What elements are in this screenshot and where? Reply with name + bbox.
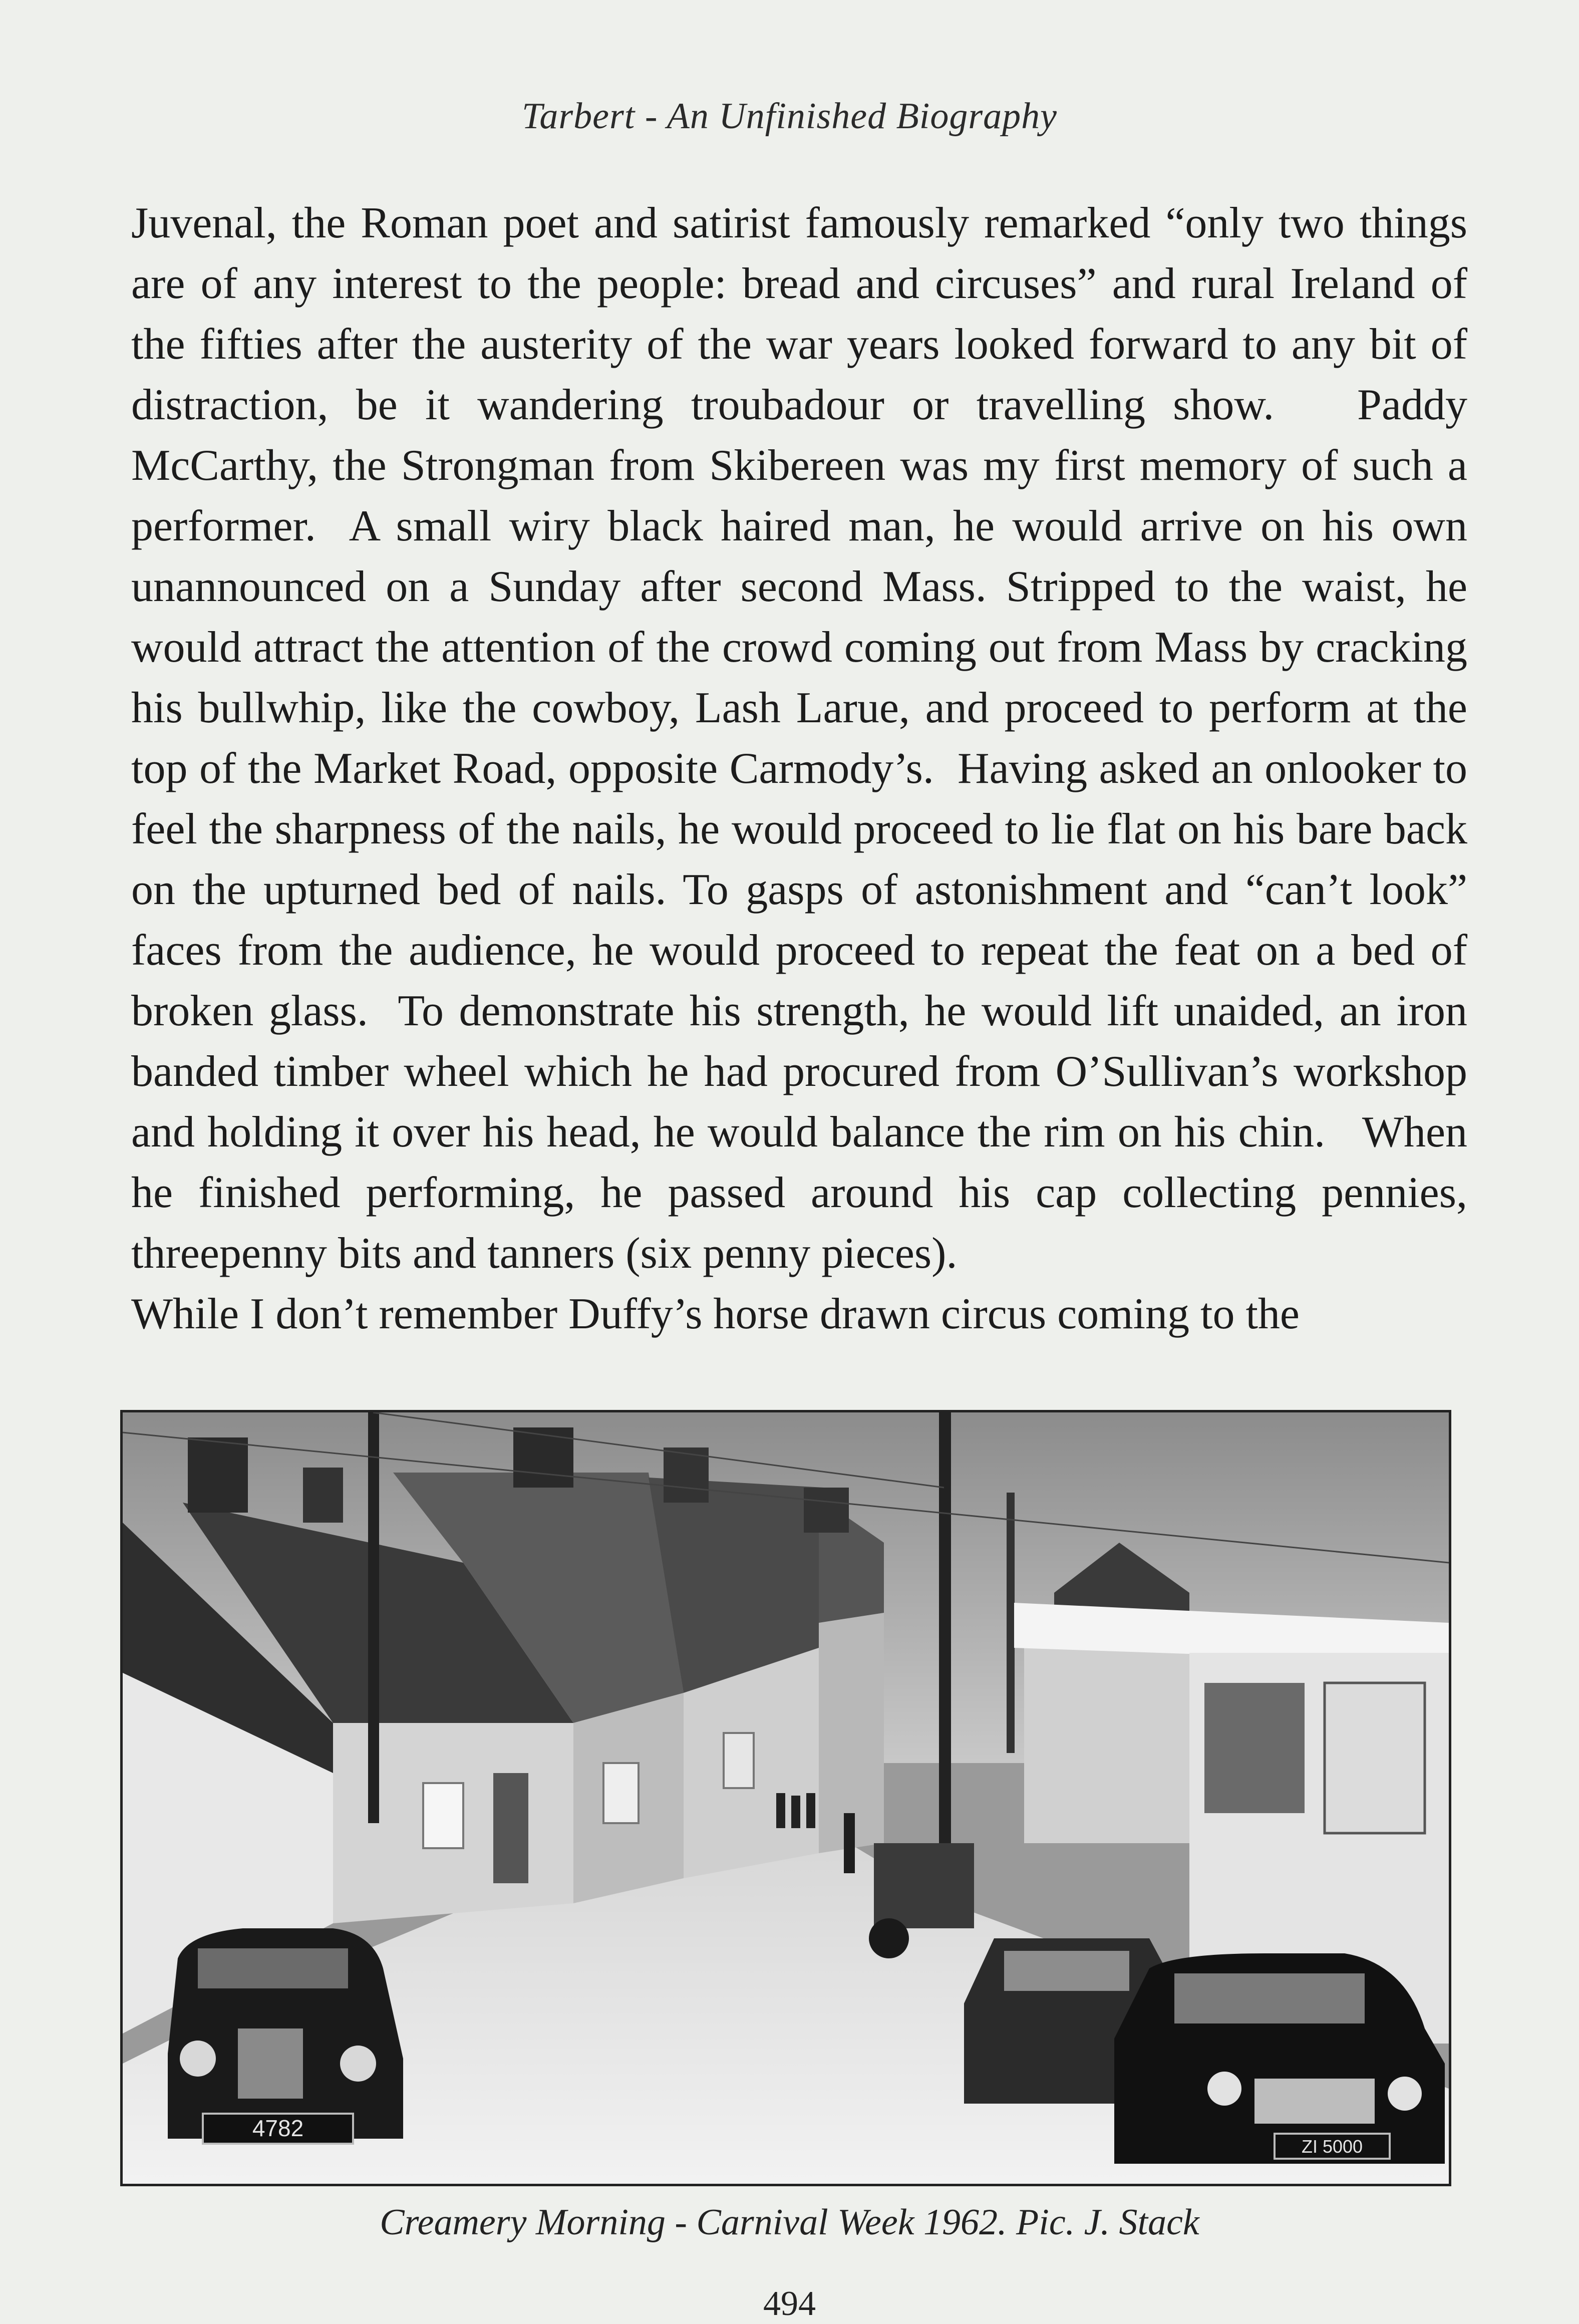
chimney [804,1488,849,1533]
paragraph: While I don’t remember Duffy’s horse drawn circus coming to the [131,1290,1300,1338]
street-scene-illustration [123,1412,1449,2184]
headlight [340,2046,376,2082]
body-text [131,193,1467,1344]
cart-wheel [869,1918,909,1958]
door [493,1773,528,1883]
car-grille [1254,2079,1375,2124]
car-windscreen [1174,1973,1365,2023]
street-photograph [120,1410,1451,2186]
house-wall [1024,1633,1189,1843]
headlight [1388,2077,1422,2111]
chimney [303,1468,343,1523]
utility-pole [939,1412,951,1843]
car-windscreen [198,1948,348,1988]
page-number: 494 [763,2284,816,2323]
headlight [1207,2072,1241,2106]
window [724,1733,754,1788]
headlight [180,2041,216,2077]
photo-caption: Creamery Morning - Carnival Week 1962. Pic. J. Stack [380,2202,1199,2243]
pedestrian [776,1793,785,1828]
shop-window [1325,1683,1425,1833]
shop-window [1204,1683,1305,1813]
window [603,1763,639,1823]
utility-pole [368,1412,379,1823]
chimney [513,1427,573,1488]
pedestrian [791,1796,800,1828]
window [423,1783,463,1848]
car-grille [238,2028,303,2099]
paragraph: Juvenal, the Roman poet and satirist famously remarked “only two things are of any interest to the people: bread and circuses” and rural Ireland of the fifties after the austerity of the war years looked forward to any bit of distraction, be it wandering troubadour or travelling show. Paddy McCarthy, the Strongman from Skibereen was my first memory of such a performer. A small wiry black haired man, he would arrive on his own unannounced on a Sunday after second Mass. Stripped to the waist, he would attract the attention of the crowd coming out from Mass by cracking his bullwhip, like the cowboy, Lash Larue, and proceed to perform at the top of the Market Road, opposite Carmody’s. Having asked an onlooker to feel the sharpness of the nails, he would proceed to lie flat on his bare back on the upturned bed of nails. To gasps of astonishment and “can’t look” faces from the audience, he would proceed to repeat the feat on a bed of broken glass. To demonstrate his strength, he would lift unaided, an iron banded timber wheel which he had procured from O’Sullivan’s workshop and holding it over his head, he would balance the rim on his chin. When he finished performing, he passed around his cap collecting pennies, threepenny bits and tanners (six penny pieces). [131,199,1467,1278]
pedestrian [806,1793,815,1828]
utility-pole [1007,1493,1015,1753]
number-plate-text: 4782 [252,2115,304,2141]
chimney [188,1437,248,1513]
pedestrian [844,1813,855,1873]
horse-cart [874,1843,974,1928]
running-head: Tarbert - An Unfinished Biography [521,96,1058,137]
number-plate-text: ZI 5000 [1301,2136,1363,2157]
car-windscreen [1004,1951,1129,1991]
